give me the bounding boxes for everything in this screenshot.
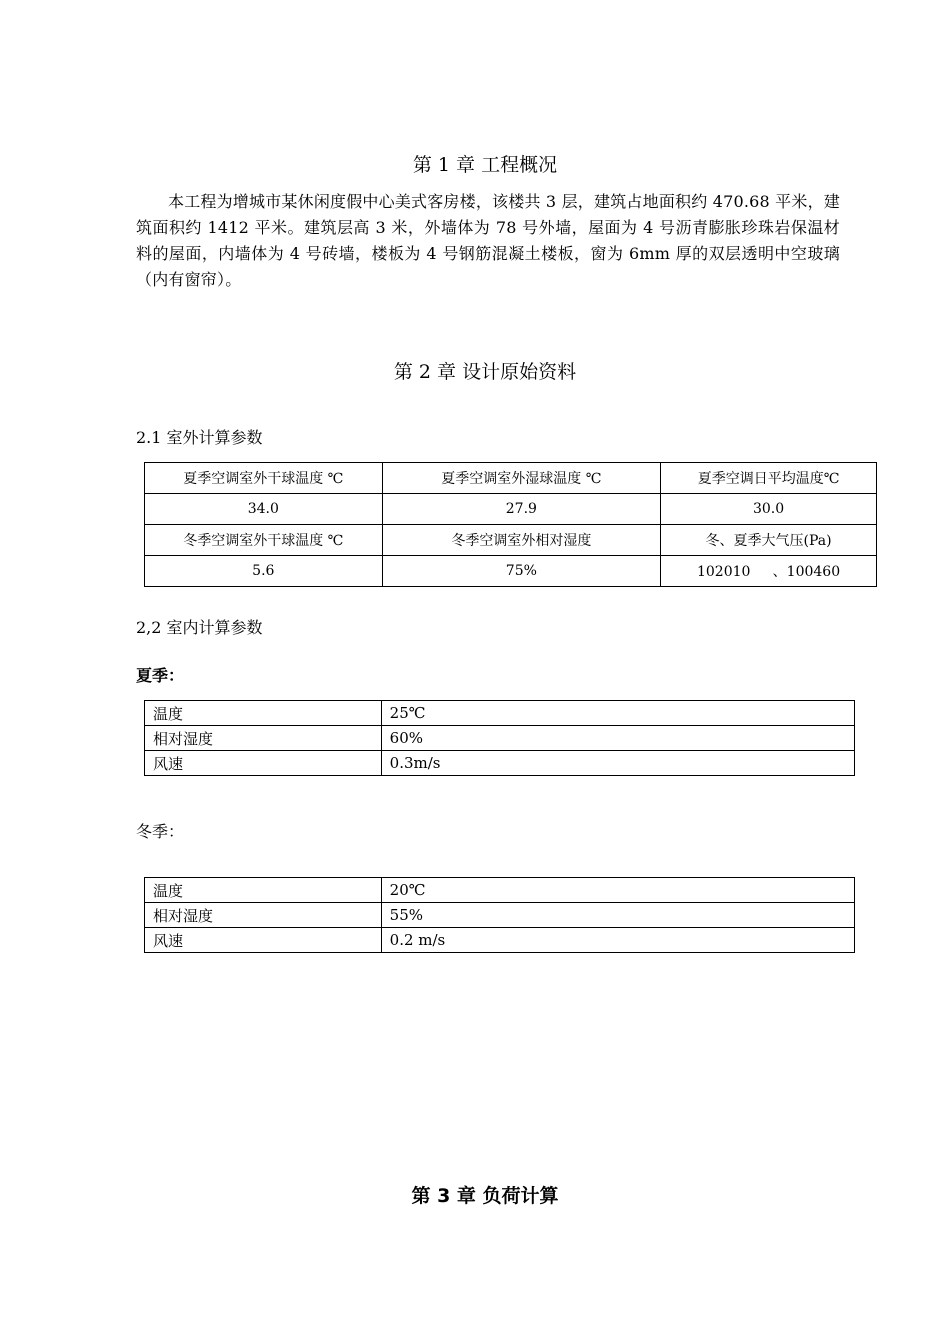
outdoor-parameters-table bbox=[144, 462, 877, 587]
section-2-1-title: 2.1 室外计算参数 bbox=[136, 428, 263, 447]
table-cell: 冬季空调室外相对湿度 bbox=[382, 525, 661, 556]
table-cell: 夏季空调室外湿球温度 ℃ bbox=[382, 463, 661, 494]
section-2-2-title: 2,2 室内计算参数 bbox=[136, 618, 263, 637]
table-cell: 风速 bbox=[145, 751, 382, 776]
table-cell: 55% bbox=[381, 903, 854, 928]
table-cell: 相对湿度 bbox=[145, 726, 382, 751]
table-cell: 0.3m/s bbox=[381, 751, 854, 776]
summer-label: 夏季： bbox=[136, 666, 185, 685]
table-cell: 冬季空调室外干球温度 ℃ bbox=[145, 525, 383, 556]
table-row bbox=[145, 751, 855, 776]
table-cell: 温度 bbox=[145, 701, 382, 726]
table-cell: 27.9 bbox=[382, 494, 661, 525]
chapter-2-title: 第 2 章 设计原始资料 bbox=[393, 361, 577, 383]
project-overview-paragraph: 本工程为增城市某休闲度假中心美式客房楼，该楼共 3 层，建筑占地面积约 470.68 平米，建筑面积约 1412 平米。建筑层高 3 米，外墙体为 78 号外墙，屋面为 4 号沥青膨胀珍珠岩保温材料的屋面，内墙体为 4 号砖墙，楼板为 4 号钢筋混凝土楼板，窗为 6mm 厚的双层透明中空玻璃（内有窗帘）。 bbox=[136, 192, 840, 289]
table-row bbox=[145, 726, 855, 751]
table-row bbox=[145, 903, 855, 928]
table-row bbox=[145, 701, 855, 726]
table-cell: 夏季空调日平均温度℃ bbox=[661, 463, 877, 494]
table-row bbox=[145, 878, 855, 903]
table-cell: 夏季空调室外干球温度 ℃ bbox=[145, 463, 383, 494]
summer-indoor-table bbox=[144, 700, 855, 776]
table-cell: 温度 bbox=[145, 878, 382, 903]
table-row bbox=[145, 525, 877, 556]
winter-indoor-table bbox=[144, 877, 855, 953]
table-row bbox=[145, 494, 877, 525]
table-row bbox=[145, 556, 877, 587]
table-cell: 25℃ bbox=[381, 701, 854, 726]
table-cell: 0.2 m/s bbox=[381, 928, 854, 953]
table-row bbox=[145, 463, 877, 494]
table-cell: 20℃ bbox=[381, 878, 854, 903]
table-cell: 75% bbox=[382, 556, 661, 587]
table-cell: 风速 bbox=[145, 928, 382, 953]
table-cell: 60% bbox=[381, 726, 854, 751]
table-cell: 102010 、100460 bbox=[661, 556, 877, 587]
chapter-3-title: 第 3 章 负荷计算 bbox=[411, 1185, 559, 1207]
table-cell: 34.0 bbox=[145, 494, 383, 525]
table-cell: 30.0 bbox=[661, 494, 877, 525]
winter-label: 冬季： bbox=[136, 822, 185, 841]
table-cell: 相对湿度 bbox=[145, 903, 382, 928]
table-cell: 冬、夏季大气压(Pa) bbox=[661, 525, 877, 556]
table-cell: 5.6 bbox=[145, 556, 383, 587]
chapter-1-title: 第 1 章 工程概况 bbox=[412, 154, 558, 176]
table-row bbox=[145, 928, 855, 953]
